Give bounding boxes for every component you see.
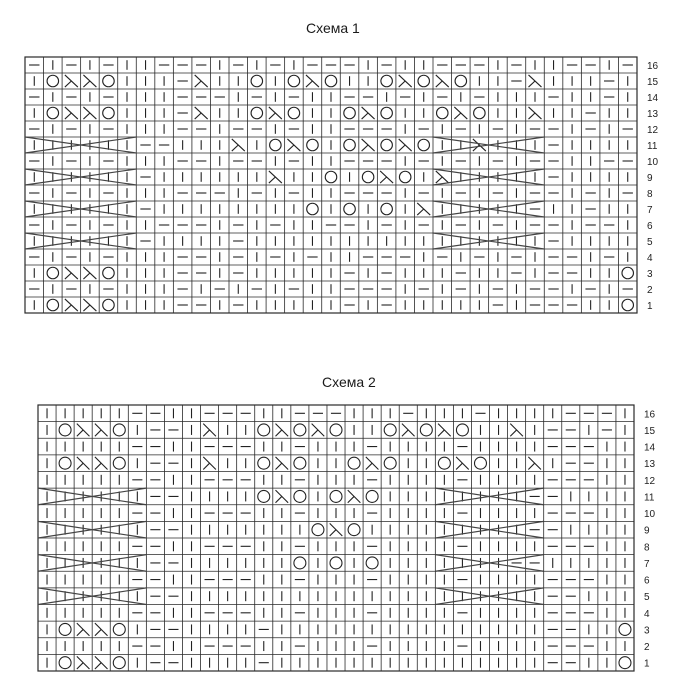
- decrease-symbol: [473, 139, 486, 151]
- row-label: 11: [647, 141, 658, 152]
- yarn-over-symbol: [251, 107, 263, 119]
- yarn-over-symbol: [622, 267, 634, 279]
- decrease-symbol: [83, 107, 96, 119]
- decrease-symbol: [287, 139, 300, 151]
- yarn-over-symbol: [366, 490, 378, 502]
- yarn-over-symbol: [619, 657, 631, 669]
- decrease-symbol: [77, 623, 90, 636]
- yarn-over-symbol: [294, 490, 306, 502]
- yarn-over-symbol: [113, 457, 125, 469]
- decrease-symbol: [275, 457, 288, 470]
- decrease-symbol: [65, 267, 78, 279]
- yarn-over-symbol: [362, 171, 374, 183]
- yarn-over-symbol: [437, 107, 449, 119]
- decrease-symbol: [83, 299, 96, 311]
- decrease-symbol: [65, 299, 78, 311]
- yarn-over-symbol: [622, 299, 634, 311]
- yarn-over-symbol: [330, 490, 342, 502]
- row-label: 6: [647, 221, 653, 232]
- yarn-over-symbol: [258, 424, 270, 436]
- yarn-over-symbol: [418, 139, 430, 151]
- decrease-symbol: [399, 75, 412, 87]
- yarn-over-symbol: [384, 424, 396, 436]
- row-label: 1: [647, 301, 653, 312]
- row-label: 16: [647, 61, 659, 72]
- row-label: 13: [644, 459, 656, 471]
- decrease-symbol: [275, 490, 288, 503]
- row-label: 12: [644, 475, 656, 487]
- decrease-symbol: [232, 139, 245, 151]
- yarn-over-symbol: [103, 75, 115, 87]
- yarn-over-symbol: [288, 75, 300, 87]
- decrease-symbol: [380, 171, 393, 183]
- decrease-symbol: [438, 424, 451, 437]
- decrease-symbol: [77, 424, 90, 437]
- yarn-over-symbol: [456, 424, 468, 436]
- yarn-over-symbol: [59, 623, 71, 635]
- decrease-symbol: [83, 267, 96, 279]
- yarn-over-symbol: [113, 623, 125, 635]
- row-label: 16: [644, 409, 656, 421]
- yarn-over-symbol: [619, 623, 631, 635]
- decrease-symbol: [436, 171, 449, 183]
- row-label: 10: [644, 509, 656, 521]
- decrease-symbol: [77, 457, 90, 470]
- row-label: 11: [644, 492, 655, 504]
- yarn-over-symbol: [47, 107, 59, 119]
- row-label: 6: [644, 575, 650, 587]
- row-label: 15: [644, 425, 656, 437]
- yarn-over-symbol: [348, 524, 360, 536]
- row-label: 2: [644, 642, 650, 654]
- decrease-symbol: [402, 424, 415, 437]
- decrease-symbol: [95, 656, 108, 669]
- yarn-over-symbol: [366, 557, 378, 569]
- row-label: 7: [644, 558, 650, 570]
- decrease-symbol: [510, 424, 523, 437]
- yarn-over-symbol: [399, 171, 411, 183]
- row-label: 3: [647, 269, 653, 280]
- yarn-over-symbol: [330, 557, 342, 569]
- decrease-symbol: [529, 107, 542, 119]
- yarn-over-symbol: [294, 424, 306, 436]
- yarn-over-symbol: [348, 457, 360, 469]
- decrease-symbol: [330, 523, 343, 536]
- yarn-over-symbol: [455, 75, 467, 87]
- decrease-symbol: [95, 623, 108, 636]
- decrease-symbol: [312, 424, 325, 437]
- yarn-over-symbol: [258, 490, 270, 502]
- decrease-symbol: [195, 107, 208, 119]
- yarn-over-symbol: [258, 457, 270, 469]
- row-label: 5: [644, 592, 650, 604]
- row-label: 4: [644, 608, 650, 620]
- row-label: 4: [647, 253, 653, 264]
- decrease-symbol: [362, 139, 375, 151]
- decrease-symbol: [399, 139, 412, 151]
- row-label: 8: [647, 189, 653, 200]
- yarn-over-symbol: [474, 107, 486, 119]
- yarn-over-symbol: [381, 203, 393, 215]
- decrease-symbol: [306, 75, 319, 87]
- yarn-over-symbol: [103, 107, 115, 119]
- decrease-symbol: [528, 457, 541, 470]
- decrease-symbol: [417, 203, 430, 215]
- row-label: 3: [644, 625, 650, 637]
- scheme-1-title: Схема 1: [306, 20, 360, 36]
- row-label: 14: [644, 442, 656, 454]
- decrease-symbol: [65, 75, 78, 87]
- yarn-over-symbol: [438, 457, 450, 469]
- decrease-symbol: [77, 656, 90, 669]
- yarn-over-symbol: [113, 657, 125, 669]
- yarn-over-symbol: [381, 107, 393, 119]
- yarn-over-symbol: [59, 424, 71, 436]
- decrease-symbol: [65, 107, 78, 119]
- decrease-symbol: [454, 107, 467, 119]
- decrease-symbol: [269, 107, 282, 119]
- decrease-symbol: [456, 457, 469, 470]
- yarn-over-symbol: [103, 267, 115, 279]
- decrease-symbol: [436, 75, 449, 87]
- row-label: 9: [644, 525, 650, 537]
- decrease-symbol: [95, 457, 108, 470]
- row-label: 2: [647, 285, 653, 296]
- row-label: 5: [647, 237, 653, 248]
- yarn-over-symbol: [307, 139, 319, 151]
- yarn-over-symbol: [418, 75, 430, 87]
- yarn-over-symbol: [312, 524, 324, 536]
- scheme-2-title: Схема 2: [322, 374, 376, 390]
- decrease-symbol: [529, 75, 542, 87]
- decrease-symbol: [203, 457, 216, 470]
- yarn-over-symbol: [420, 424, 432, 436]
- row-label: 12: [647, 125, 659, 136]
- row-label: 9: [647, 173, 653, 184]
- yarn-over-symbol: [325, 75, 337, 87]
- decrease-symbol: [269, 171, 282, 183]
- yarn-over-symbol: [294, 457, 306, 469]
- row-label: 15: [647, 77, 659, 88]
- yarn-over-symbol: [270, 139, 282, 151]
- yarn-over-symbol: [381, 139, 393, 151]
- decrease-symbol: [83, 75, 96, 87]
- yarn-over-symbol: [288, 107, 300, 119]
- yarn-over-symbol: [59, 457, 71, 469]
- yarn-over-symbol: [47, 75, 59, 87]
- yarn-over-symbol: [344, 139, 356, 151]
- row-label: 13: [647, 109, 659, 120]
- yarn-over-symbol: [59, 657, 71, 669]
- decrease-symbol: [95, 424, 108, 437]
- row-label: 10: [647, 157, 659, 168]
- yarn-over-symbol: [330, 424, 342, 436]
- yarn-over-symbol: [325, 171, 337, 183]
- yarn-over-symbol: [47, 299, 59, 311]
- yarn-over-symbol: [251, 75, 263, 87]
- scheme-2-grid: [38, 405, 656, 671]
- decrease-symbol: [366, 457, 379, 470]
- decrease-symbol: [348, 490, 361, 503]
- yarn-over-symbol: [103, 299, 115, 311]
- yarn-over-symbol: [344, 107, 356, 119]
- scheme-1-grid: [25, 57, 659, 313]
- yarn-over-symbol: [113, 424, 125, 436]
- decrease-symbol: [195, 75, 208, 87]
- decrease-symbol: [275, 424, 288, 437]
- yarn-over-symbol: [344, 203, 356, 215]
- yarn-over-symbol: [294, 557, 306, 569]
- yarn-over-symbol: [474, 457, 486, 469]
- row-label: 8: [644, 542, 650, 554]
- yarn-over-symbol: [381, 75, 393, 87]
- yarn-over-symbol: [307, 203, 319, 215]
- yarn-over-symbol: [47, 267, 59, 279]
- row-label: 14: [647, 93, 659, 104]
- yarn-over-symbol: [384, 457, 396, 469]
- row-label: 7: [647, 205, 653, 216]
- row-label: 1: [644, 658, 650, 670]
- decrease-symbol: [203, 424, 216, 437]
- decrease-symbol: [362, 107, 375, 119]
